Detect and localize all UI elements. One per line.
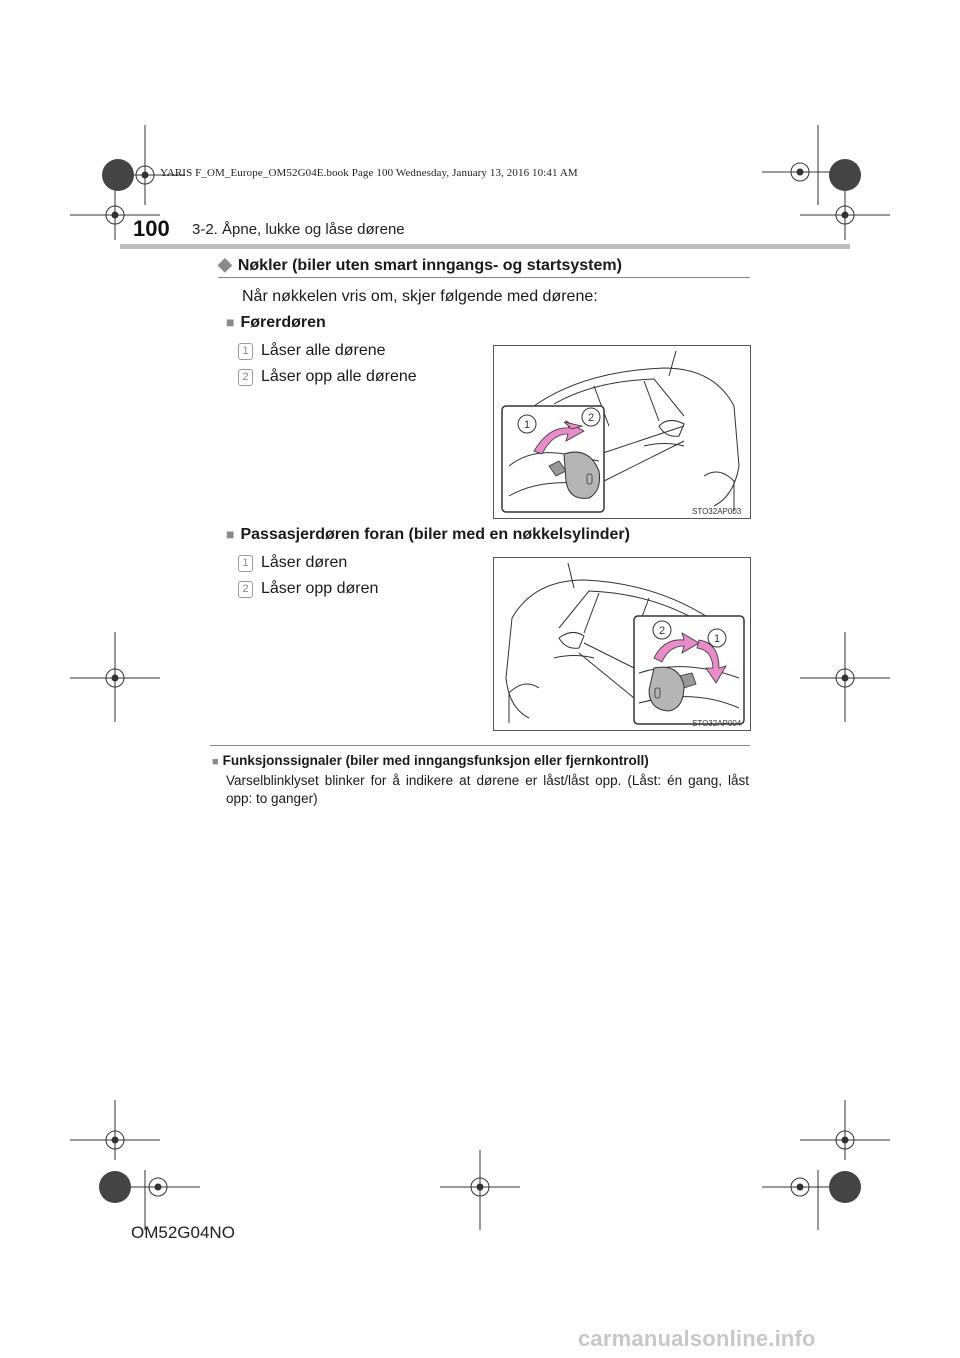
car-key-illustration [494,346,750,518]
step-number-badge: 1 [238,343,253,360]
driver-step-1 [242,342,386,360]
watermark: carmanualsonline.info [578,1326,816,1351]
driver-step-1-text: Låser alle dørene [261,342,386,359]
driver-step-2-text: Låser opp alle dørene [261,368,417,385]
note-title [212,753,649,768]
note-body: Varselblinklyset blinker for å indikere at dørene er låst/låst opp. (Låst: én gang, låst opp: to ganger) [226,773,749,806]
passenger-door-figure [493,557,751,731]
car-key-illustration [494,558,750,730]
square-bullet-icon: ■ [212,756,219,768]
page-number: 100 [133,216,170,241]
square-bullet-icon: ■ [226,314,235,330]
driver-door-figure [493,345,751,519]
section-title [218,254,622,275]
step-number-badge: 2 [238,369,253,386]
print-info: YARIS F_OM_Europe_OM52G04E.book Page 100 Wednesday, January 13, 2016 10:41 AM [160,167,578,179]
passenger-step-2 [242,580,379,598]
figure-code: STO32AP003 [692,507,742,516]
passenger-door-title: Passasjerdøren foran (biler med en nøkkelsylinder) [240,526,630,543]
callout-1: 1 [713,633,721,645]
passenger-step-1 [242,554,348,572]
driver-step-2 [242,368,417,386]
diamond-bullet-icon: ◆ [218,254,232,274]
intro-text: Når nøkkelen vris om, skjer følgende med dørene: [242,288,598,305]
driver-door-title: Førerdøren [240,314,326,331]
section-title-text: Nøkler (biler uten smart inngangs- og startsystem) [237,257,622,274]
driver-door-heading [226,314,326,332]
figure-code: STO32AP004 [692,719,742,728]
header-rule [120,244,850,249]
step-number-badge: 1 [238,555,253,572]
callout-2: 2 [587,412,595,424]
callout-1: 1 [523,419,531,431]
callout-2: 2 [658,625,666,637]
note-rule [210,745,750,746]
section-title-rule [218,277,750,278]
passenger-step-2-text: Låser opp døren [261,580,379,597]
step-number-badge: 2 [238,581,253,598]
passenger-step-1-text: Låser døren [261,554,348,571]
footer-code: OM52G04NO [131,1223,235,1242]
square-bullet-icon: ■ [226,526,235,542]
passenger-door-heading [226,526,630,544]
note-title-text: Funksjonssignaler (biler med inngangsfunksjon eller fjernkontroll) [222,753,649,768]
running-header: 3-2. Åpne, lukke og låse dørene [192,221,405,238]
